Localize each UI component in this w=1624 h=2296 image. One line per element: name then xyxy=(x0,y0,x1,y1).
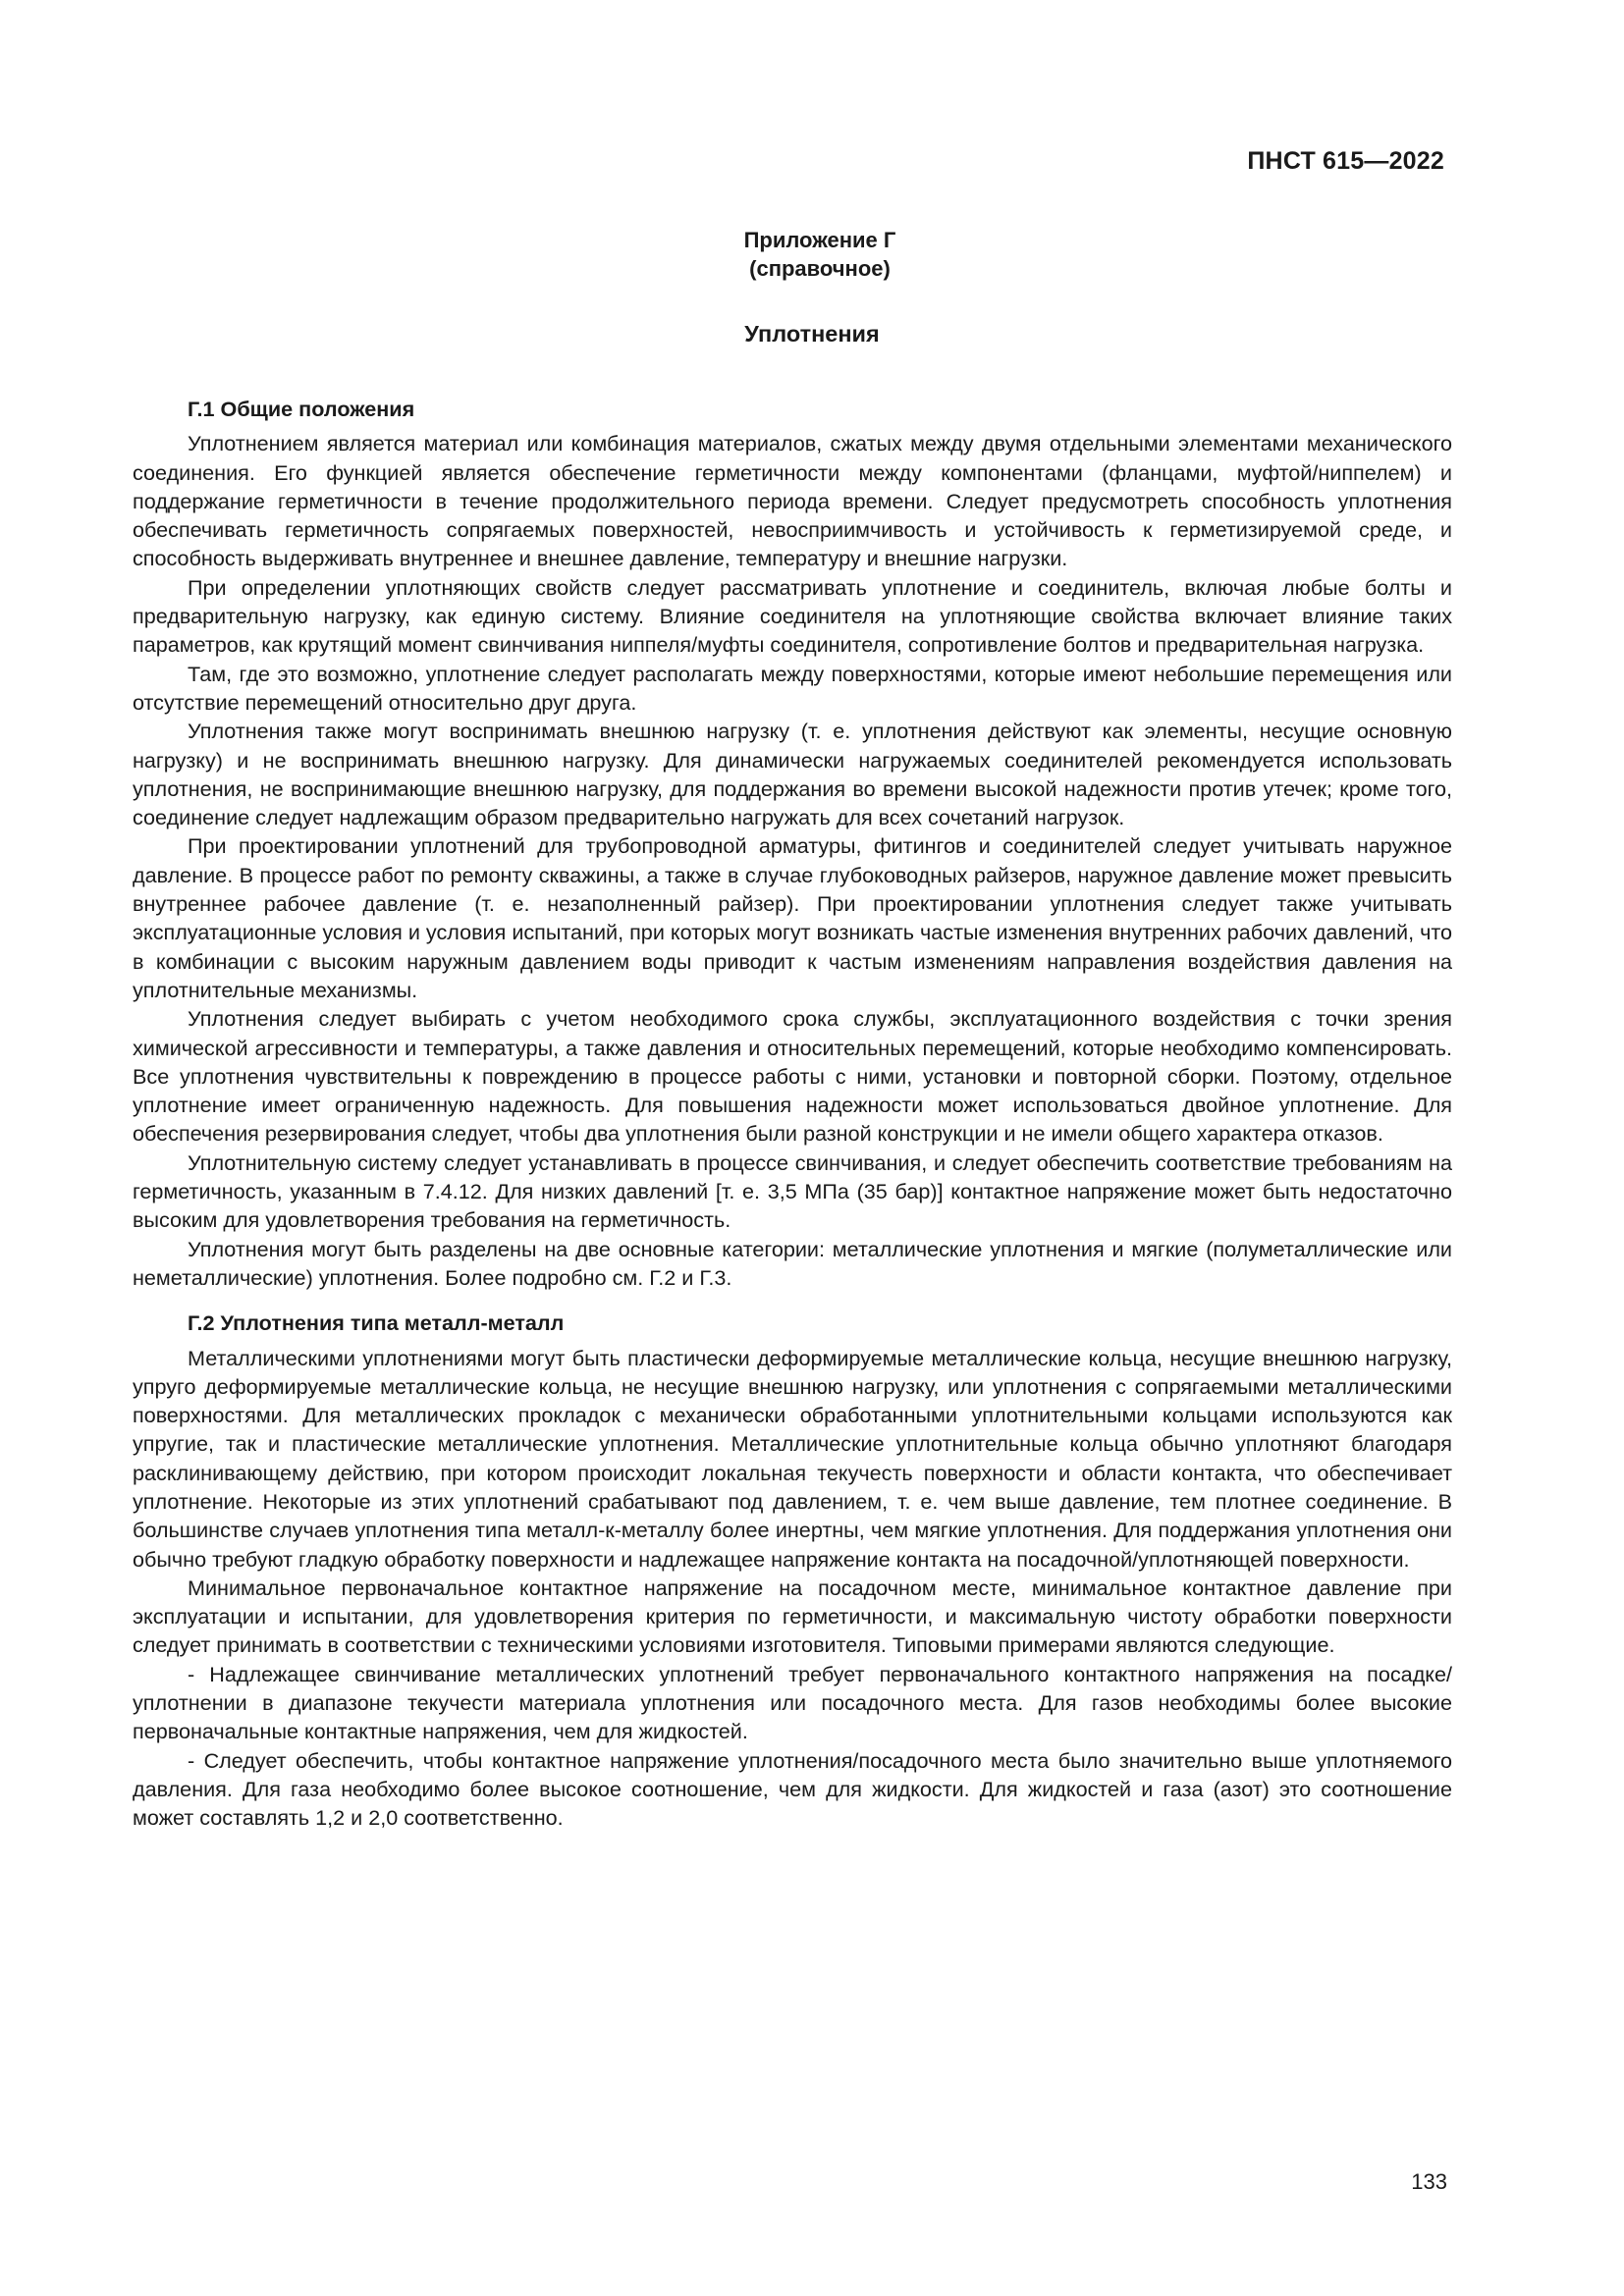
document-body xyxy=(133,395,1452,1833)
paragraph: Металлическими уплотнениями могут быть пластически деформируемые металлические кольца, несущие внешнюю нагрузку, упруго деформируемые металлические кольца, не несущие внешнюю нагрузку, или уплотнения с сопрягаемыми металлическими поверхностями. Для металлических прокладок с механически обработанными уплотнительными кольцами используются как упругие, так и пластические металлические уплотнения. Металлические уплотнительные кольца обычно уплотняют благодаря расклинивающему действию, при котором происходит локальная текучесть поверхности и области контакта, что обеспечивает уплотнение. Некоторые из этих уплотнений срабатывают под давлением, т. е. чем выше давление, тем плотнее соединение. В большинстве случаев уплотнения типа металл-к-металлу более инертны, чем мягкие уплотнения. Для поддержания уплотнения они обычно требуют гладкую обработку поверхности и надлежащее напряжение контакта на посадочной/уплотняющей поверхности. xyxy=(133,1345,1452,1572)
appendix-label xyxy=(0,226,1624,283)
paragraph: Уплотнительную систему следует устанавливать в процессе свинчивания, и следует обеспечить соответствие требованиям на герметичность, указанным в 7.4.12. Для низких давлений [т. е. 3,5 МПа (35 бар)] контактное напряжение может быть недостаточно высоким для удовлетворения требования на герметичность. xyxy=(133,1149,1452,1233)
appendix-type: (справочное) xyxy=(749,256,891,281)
paragraph: Уплотнения также могут воспринимать внешнюю нагрузку (т. е. уплотнения действуют как элементы, несущие основную нагрузку) и не воспринимать внешнюю нагрузку. Для динамически нагружаемых соединителей рекомендуется использовать уплотнения, не воспринимающие внешнюю нагрузку, для поддержания во времени высокой надежности против утечек; кроме того, соединение следует надлежащим образом предварительно нагружать для всех сочетаний нагрузок. xyxy=(133,719,1452,830)
document-code: ПНСТ 615—2022 xyxy=(1247,147,1444,175)
page-title: Уплотнения xyxy=(744,321,880,347)
paragraph: При определении уплотняющих свойств следует рассматривать уплотнение и соединитель, включая любые болты и предварительную нагрузку, как единую систему. Влияние соединителя на уплотняющие свойства включает влияние таких параметров, как крутящий момент свинчивания ниппеля/муфты соединителя, сопротивление болтов и предварительная нагрузка. xyxy=(133,574,1452,658)
paragraph: Уплотнения следует выбирать с учетом необходимого срока службы, эксплуатационного воздействия с точки зрения химической агрессивности и температуры, а также давления и относительных перемещений, которые необходимо компенсировать. Все уплотнения чувствительны к повреждению в процессе работы с ними, установки и повторной сборки. Поэтому, отдельное уплотнение имеет ограниченную надежность. Для повышения надежности может использоваться двойное уплотнение. Для обеспечения резервирования следует, чтобы два уплотнения были разной конструкции и не имели общего характера отказов. xyxy=(133,1006,1452,1147)
appendix-title: Приложение Г xyxy=(743,228,896,252)
paragraph: Уплотнением является материал или комбинация материалов, сжатых между двумя отдельными элементами механического соединения. Его функцией является обеспечение герметичности между компонентами (фланцами, муфтой/ниппелем) и поддержание герметичности в течение продолжительного периода времени. Следует предусмотреть способность уплотнения обеспечивать герметичность сопрягаемых поверхностей, невосприимчивость и устойчивость к герметизируемой среде, и способность выдерживать внутреннее и внешнее давление, температуру и внешние нагрузки. xyxy=(133,431,1452,571)
list-item: - Надлежащее свинчивание металлических уплотнений требует первоначального контактного напряжения на посадке/уплотнении в диапазоне текучести материала уплотнения или посадочного места. Для газов необходимы более высокие первоначальные контактные напряжения, чем для жидкостей. xyxy=(133,1661,1452,1744)
list-item: - Следует обеспечить, чтобы контактное напряжение уплотнения/посадочного места было значительно выше уплотняемого давления. Для газа необходимо более высокое соотношение, чем для жидкости. Для жидкостей и газа (азот) это соотношение может составлять 1,2 и 2,0 соответственно. xyxy=(133,1747,1452,1831)
page-number: 133 xyxy=(1411,2169,1447,2194)
section-heading-g1: Г.1 Общие положения xyxy=(188,397,415,421)
paragraph: Уплотнения могут быть разделены на две основные категории: металлические уплотнения и мягкие (полуметаллические или неметаллические) уплотнения. Более подробно см. Г.2 и Г.3. xyxy=(133,1236,1452,1290)
paragraph: Там, где это возможно, уплотнение следует располагать между поверхностями, которые имеют небольшие перемещения или отсутствие перемещений относительно друг друга. xyxy=(133,661,1452,715)
paragraph: При проектировании уплотнений для трубопроводной арматуры, фитингов и соединителей следует учитывать наружное давление. В процессе работ по ремонту скважины, а также в случае глубоководных райзеров, наружное давление может превысить внутреннее рабочее давление (т. е. незаполненный райзер). При проектировании уплотнения следует также учитывать эксплуатационные условия и условия испытаний, при которых могут возникать частые изменения внутренних рабочих давлений, что в комбинации с высоким наружным давлением воды приводит к частым изменениям направления воздействия давления на уплотнительные механизмы. xyxy=(133,833,1452,1002)
section-heading-g2: Г.2 Уплотнения типа металл-металл xyxy=(188,1310,565,1336)
paragraph: Минимальное первоначальное контактное напряжение на посадочном месте, минимальное контактное давление при эксплуатации и испытании, для удовлетворения критерия по герметичности, и максимальную чистоту обработки поверхности следует принимать в соответствии с техническими условиями изготовителя. Типовыми примерами являются следующие. xyxy=(133,1575,1452,1658)
